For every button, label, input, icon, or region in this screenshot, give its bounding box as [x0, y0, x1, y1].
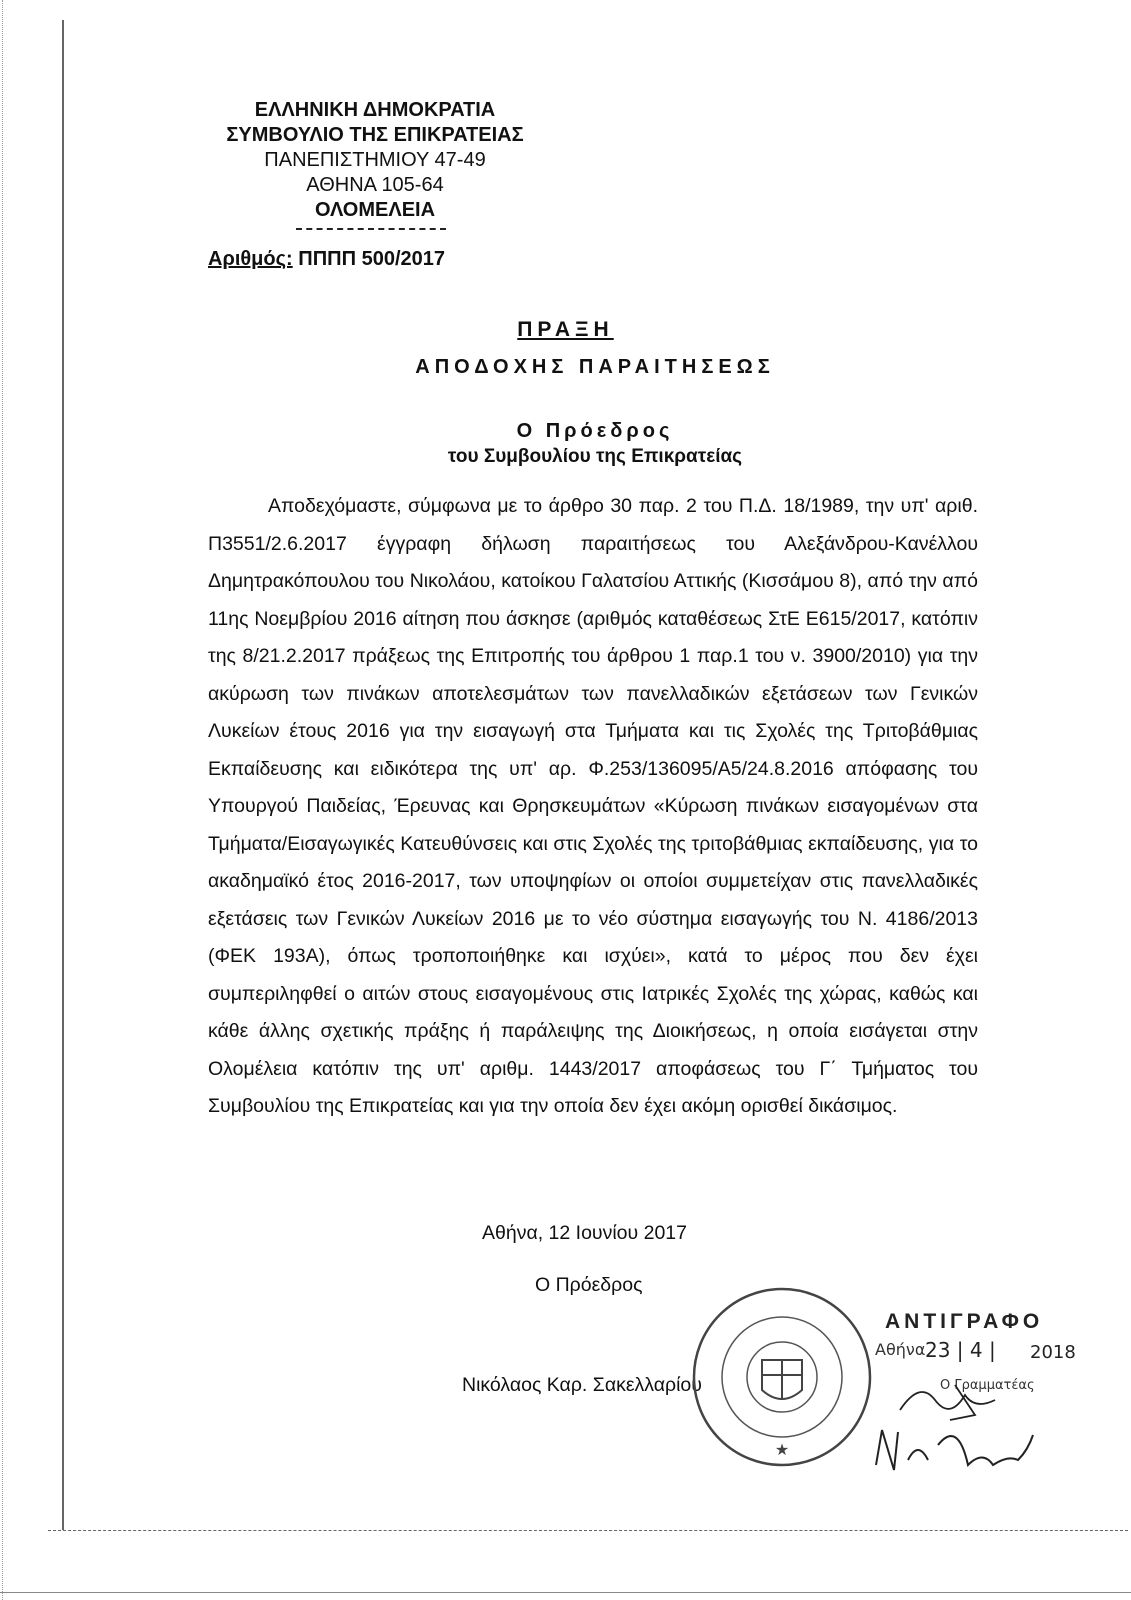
letterhead-institution: ΣΥΜΒΟΥΛΙΟ ΤΗΣ ΕΠΙΚΡΑΤΕΙΑΣ [226, 124, 524, 146]
letterhead-city: ΑΘΗΝΑ 105-64 [306, 174, 444, 196]
document-number [208, 248, 445, 271]
document-number-label: Αριθμός: [208, 248, 293, 270]
signatory-title: Ο Πρόεδρος [535, 1274, 643, 1296]
signatory-name: Νικόλαος Καρ. Σακελλαρίου [462, 1374, 702, 1396]
scan-page-border [0, 1592, 1131, 1593]
scan-edge-dots [2, 0, 4, 1600]
letterhead [205, 98, 545, 223]
document-title: ΠΡΑΞΗ [517, 318, 614, 341]
signing-date: Αθήνα, 12 Ιουνίου 2017 [482, 1222, 687, 1244]
document-subtitle: ΑΠΟΔΟΧΗΣ ΠΑΡΑΙΤΗΣΕΩΣ [415, 356, 775, 378]
copy-signature-icon [868, 1415, 1048, 1485]
letterhead-section: ΟΛΟΜΕΛΕΙΑ [314, 199, 436, 221]
document-number-value: ΠΠΠΠ 500/2017 [292, 248, 446, 270]
svg-text:★: ★ [774, 1442, 790, 1459]
copy-stamp-city: Αθήνα [875, 1340, 926, 1359]
header-separator [296, 228, 446, 230]
copy-stamp-year: 2018 [1030, 1342, 1076, 1363]
letterhead-country: ΕΛΛΗΝΙΚΗ ΔΗΜΟΚΡΑΤΙΑ [254, 99, 496, 121]
document-body [208, 488, 978, 1126]
letterhead-street: ΠΑΝΕΠΙΣΤΗΜΙΟΥ 47-49 [264, 149, 486, 171]
issuer-body: του Συμβουλίου της Επικρατείας [447, 446, 743, 467]
copy-stamp-label: ΑΝΤΙΓΡΑΦΟ [885, 1310, 1044, 1333]
scan-bottom-edge [48, 1530, 1128, 1531]
scan-binding-line [62, 20, 64, 1530]
body-paragraph: Αποδεχόμαστε, σύμφωνα με το άρθρο 30 παρ. 2 του Π.Δ. 18/1989, την υπ' αριθ. Π3551/2.6.2017 έγγραφη δήλωση παραιτήσεως του Αλεξάνδρου-Κανέλλου Δημητρακόπουλου του Νικολάου, κατοίκου Γαλατσίου Αττικής (Κισσάμου 8), από την από 11ης Νοεμβρίου 2016 αίτηση που άσκησε (αριθμός καταθέσεως ΣτΕ Ε615/2017, κατόπιν της 8/21.2.2017 πράξεως της Επιτροπής του άρθρου 1 παρ.1 του ν. 3900/2010) για την ακύρωση των πινάκων αποτελεσμάτων των πανελλαδικών εξετάσεων των Γενικών Λυκείων έτους 2016 για την εισαγωγή στα Τμήματα και τις Σχολές της Τριτοβάθμιας Εκπαίδευσης και ειδικότερα της υπ' αρ. Φ.253/136095/Α5/24.8.2016 απόφασης του Υπουργού Παιδείας, Έρευνας και Θρησκευμάτων «Κύρωση πινάκων εισαγομένων στα Τμήματα/Εισαγωγικές Κατευθύνσεις και στις Σχολές της τριτοβάθμιας εκπαίδευσης, για το ακαδημαϊκό έτος 2016-2017, των υποψηφίων οι οποίοι συμμετείχαν στις πανελλαδικές εξετάσεις των Γενικών Λυκείων 2016 με το νέο σύστημα εισαγωγής του Ν. 4186/2013 (ΦΕΚ 193Α), όπως τροποποιήθηκε και ισχύει», κατά το μέρος που δεν έχει συμπεριληφθεί ο αιτών στους εισαγομένους στις Ιατρικές Σχολές της χώρας, καθώς και κάθε άλλης σχετικής πράξης ή παράλειψης της Διοικήσεως, η οποία εισάγεται στην Ολομέλεια κατόπιν της υπ' αριθμ. 1443/2017 αποφάσεως του Γ΄ Τμήματος του Συμβουλίου της Επικρατείας και για την οποία δεν έχει ακόμη ορισθεί δικάσιμος. [208, 495, 978, 1117]
official-seal-icon [690, 1285, 875, 1470]
copy-stamp-day-month: 23 | 4 | [925, 1338, 996, 1362]
issuer-role: Ο Πρόεδρος [516, 420, 674, 442]
copy-stamp-clerk: Ο Γραμματέας [940, 1378, 1035, 1393]
